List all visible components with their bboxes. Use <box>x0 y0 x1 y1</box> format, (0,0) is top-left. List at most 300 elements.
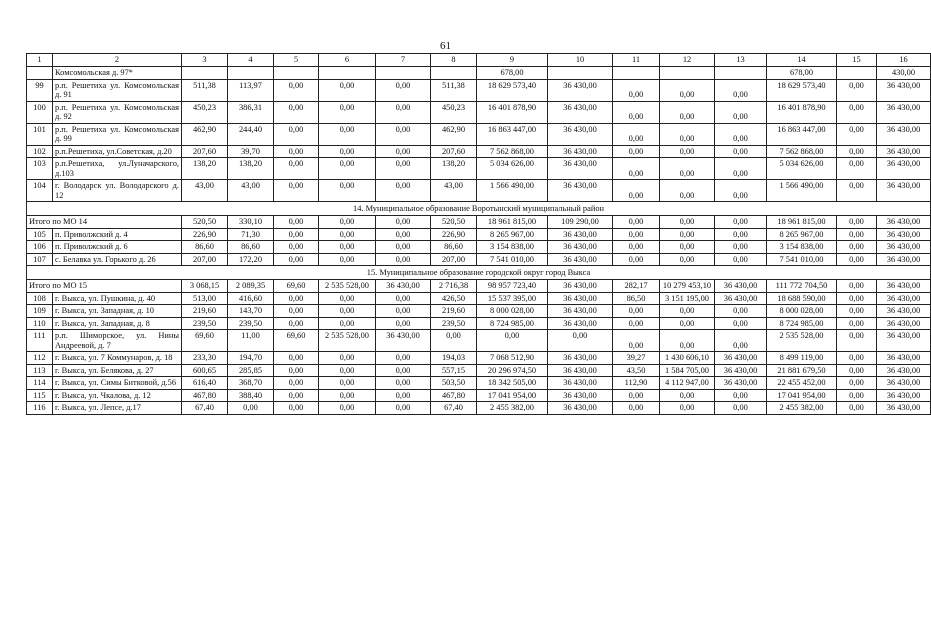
table-row <box>27 180 931 202</box>
value-cell: 0,00 <box>376 101 431 123</box>
row-number: 111 <box>27 330 53 352</box>
value-cell <box>228 67 274 80</box>
value-cell: 0,00 <box>319 101 376 123</box>
value-cell: 513,00 <box>182 292 228 305</box>
value-cell: 36 430,00 <box>877 101 931 123</box>
value-cell: 36 430,00 <box>548 364 613 377</box>
value-cell: 0,00 <box>376 253 431 266</box>
value-cell: 0,00 <box>837 317 877 330</box>
value-cell: 43,00 <box>182 180 228 202</box>
value-cell: 8 000 028,00 <box>477 305 548 318</box>
value-cell: 18 961 815,00 <box>477 216 548 229</box>
value-cell: 36 430,00 <box>548 377 613 390</box>
value-cell: 0,00 <box>660 241 715 254</box>
address-cell: р.п.Решетиха, ул.Луначарского, д.103 <box>53 158 182 180</box>
value-cell: 388,40 <box>228 389 274 402</box>
value-cell: 0,00 <box>837 280 877 293</box>
value-cell: 36 430,00 <box>877 123 931 145</box>
value-cell: 36 430,00 <box>548 145 613 158</box>
value-cell: 0,00 <box>715 241 767 254</box>
value-cell: 18 688 590,00 <box>767 292 837 305</box>
value-cell: 2 535 528,00 <box>319 280 376 293</box>
row-number: 113 <box>27 364 53 377</box>
value-cell <box>613 67 660 80</box>
value-cell: 426,50 <box>431 292 477 305</box>
row-number: 103 <box>27 158 53 180</box>
value-cell: 0,00 <box>613 317 660 330</box>
value-cell: 0,00 <box>613 253 660 266</box>
value-cell: 138,20 <box>228 158 274 180</box>
value-cell: 8 265 967,00 <box>767 228 837 241</box>
value-cell: 467,80 <box>182 389 228 402</box>
value-cell: 18 342 505,00 <box>477 377 548 390</box>
value-cell: 0,00 <box>319 158 376 180</box>
value-cell: 7 562 868,00 <box>767 145 837 158</box>
value-cell: 0,00 <box>715 389 767 402</box>
value-cell: 219,60 <box>182 305 228 318</box>
value-cell: 0,00 <box>837 305 877 318</box>
value-cell: 36 430,00 <box>877 402 931 415</box>
value-cell: 0,00 <box>715 317 767 330</box>
value-cell: 15 537 395,00 <box>477 292 548 305</box>
value-cell: 0,00 <box>837 123 877 145</box>
column-number: 4 <box>228 54 274 67</box>
table-row <box>27 79 931 101</box>
value-cell: 10 279 453,10 <box>660 280 715 293</box>
value-cell: 678,00 <box>767 67 837 80</box>
value-cell: 285,85 <box>228 364 274 377</box>
value-cell: 0,00 <box>660 305 715 318</box>
value-cell: 2 535 528,00 <box>319 330 376 352</box>
address-cell: г. Выкса, ул. Белякова, д. 27 <box>53 364 182 377</box>
value-cell: 0,00 <box>376 305 431 318</box>
value-cell: 233,30 <box>182 352 228 365</box>
value-cell: 282,17 <box>613 280 660 293</box>
value-cell: 0,00 <box>319 352 376 365</box>
value-cell: 226,90 <box>182 228 228 241</box>
value-cell: 0,00 <box>660 389 715 402</box>
value-cell: 0,00 <box>319 305 376 318</box>
address-cell: Комсомольская д. 97* <box>53 67 182 80</box>
value-cell: 36 430,00 <box>548 241 613 254</box>
value-cell: 0,00 <box>319 402 376 415</box>
value-cell: 3 154 838,00 <box>767 241 837 254</box>
value-cell: 4 112 947,00 <box>660 377 715 390</box>
value-cell: 172,20 <box>228 253 274 266</box>
value-cell: 36 430,00 <box>877 228 931 241</box>
value-cell: 0,00 <box>274 145 319 158</box>
value-cell: 0,00 <box>613 123 660 145</box>
value-cell: 36 430,00 <box>548 305 613 318</box>
value-cell <box>376 67 431 80</box>
value-cell: 0,00 <box>837 364 877 377</box>
value-cell: 0,00 <box>715 123 767 145</box>
value-cell: 36 430,00 <box>548 228 613 241</box>
value-cell: 0,00 <box>613 180 660 202</box>
value-cell: 0,00 <box>837 352 877 365</box>
value-cell: 8 265 967,00 <box>477 228 548 241</box>
value-cell: 2 089,35 <box>228 280 274 293</box>
value-cell: 226,90 <box>431 228 477 241</box>
value-cell: 0,00 <box>660 216 715 229</box>
value-cell: 2 535 528,00 <box>767 330 837 352</box>
value-cell: 0,00 <box>274 377 319 390</box>
value-cell: 36 430,00 <box>877 253 931 266</box>
value-cell: 36 430,00 <box>877 317 931 330</box>
table-row <box>27 253 931 266</box>
row-number: 101 <box>27 123 53 145</box>
value-cell: 0,00 <box>715 158 767 180</box>
value-cell: 71,30 <box>228 228 274 241</box>
value-cell: 36 430,00 <box>548 280 613 293</box>
value-cell: 0,00 <box>319 228 376 241</box>
value-cell: 20 296 974,50 <box>477 364 548 377</box>
row-number <box>27 67 53 80</box>
value-cell: 0,00 <box>715 101 767 123</box>
value-cell: 0,00 <box>837 158 877 180</box>
address-cell: г. Выкса, ул. Западная, д. 10 <box>53 305 182 318</box>
total-row <box>27 216 931 229</box>
value-cell: 0,00 <box>319 389 376 402</box>
column-number: 8 <box>431 54 477 67</box>
address-cell: г. Выкса, ул. Чкалова, д. 12 <box>53 389 182 402</box>
address-cell: г. Выкса, ул. 7 Коммунаров, д. 18 <box>53 352 182 365</box>
total-row <box>27 280 931 293</box>
value-cell: 0,00 <box>715 216 767 229</box>
column-number: 6 <box>319 54 376 67</box>
value-cell: 600,65 <box>182 364 228 377</box>
value-cell: 36 430,00 <box>877 330 931 352</box>
value-cell: 0,00 <box>319 79 376 101</box>
value-cell: 0,00 <box>613 241 660 254</box>
value-cell: 36 430,00 <box>715 292 767 305</box>
total-label: Итого по МО 14 <box>27 216 182 229</box>
value-cell: 0,00 <box>837 228 877 241</box>
row-number: 102 <box>27 145 53 158</box>
table-row <box>27 228 931 241</box>
value-cell: 36 430,00 <box>877 241 931 254</box>
value-cell: 0,00 <box>376 241 431 254</box>
value-cell: 112,90 <box>613 377 660 390</box>
value-cell: 36 430,00 <box>715 377 767 390</box>
value-cell: 0,00 <box>715 180 767 202</box>
value-cell: 0,00 <box>660 228 715 241</box>
value-cell: 0,00 <box>376 377 431 390</box>
value-cell: 0,00 <box>613 158 660 180</box>
value-cell: 43,50 <box>613 364 660 377</box>
address-cell: г. Выкса, ул. Лепсе, д.17 <box>53 402 182 415</box>
value-cell: 5 034 626,00 <box>477 158 548 180</box>
value-cell: 0,00 <box>376 123 431 145</box>
value-cell: 36 430,00 <box>877 377 931 390</box>
value-cell <box>715 67 767 80</box>
table-row <box>27 123 931 145</box>
value-cell: 0,00 <box>660 101 715 123</box>
row-number: 100 <box>27 101 53 123</box>
value-cell: 0,00 <box>837 292 877 305</box>
table-row <box>27 402 931 415</box>
value-cell: 467,80 <box>431 389 477 402</box>
row-number: 110 <box>27 317 53 330</box>
value-cell: 36 430,00 <box>877 352 931 365</box>
value-cell: 43,00 <box>431 180 477 202</box>
value-cell: 36 430,00 <box>877 364 931 377</box>
value-cell: 0,00 <box>660 253 715 266</box>
value-cell: 194,70 <box>228 352 274 365</box>
value-cell: 21 881 679,50 <box>767 364 837 377</box>
value-cell: 450,23 <box>182 101 228 123</box>
value-cell: 17 041 954,00 <box>477 389 548 402</box>
value-cell: 0,00 <box>376 364 431 377</box>
table-row <box>27 158 931 180</box>
value-cell: 5 034 626,00 <box>767 158 837 180</box>
value-cell: 8 724 985,00 <box>477 317 548 330</box>
column-number: 11 <box>613 54 660 67</box>
value-cell: 0,00 <box>274 305 319 318</box>
table-row <box>27 330 931 352</box>
value-cell: 98 957 723,40 <box>477 280 548 293</box>
value-cell <box>274 67 319 80</box>
address-cell: р.п. Решетиха ул. Комсомольская д. 91 <box>53 79 182 101</box>
value-cell: 0,00 <box>376 145 431 158</box>
value-cell: 0,00 <box>660 317 715 330</box>
table-row <box>27 305 931 318</box>
address-cell: г. Выкса, ул. Западная, д. 8 <box>53 317 182 330</box>
section-heading-row <box>27 202 931 216</box>
value-cell: 0,00 <box>319 317 376 330</box>
value-cell: 36 430,00 <box>877 389 931 402</box>
value-cell: 36 430,00 <box>548 292 613 305</box>
value-cell: 3 151 195,00 <box>660 292 715 305</box>
value-cell: 36 430,00 <box>548 180 613 202</box>
page-number: 61 <box>440 40 451 52</box>
value-cell <box>660 67 715 80</box>
value-cell: 18 629 573,40 <box>767 79 837 101</box>
value-cell: 0,00 <box>376 352 431 365</box>
value-cell: 18 961 815,00 <box>767 216 837 229</box>
value-cell: 36 430,00 <box>376 280 431 293</box>
address-cell: п. Приволжский д. 4 <box>53 228 182 241</box>
column-number: 12 <box>660 54 715 67</box>
value-cell: 0,00 <box>376 228 431 241</box>
table-row <box>27 364 931 377</box>
value-cell: 16 863 447,00 <box>767 123 837 145</box>
value-cell: 557,15 <box>431 364 477 377</box>
value-cell: 0,00 <box>715 330 767 352</box>
value-cell: 0,00 <box>715 228 767 241</box>
column-number: 1 <box>27 54 53 67</box>
value-cell: 36 430,00 <box>548 253 613 266</box>
value-cell: 0,00 <box>319 180 376 202</box>
section-heading: 15. Муниципальное образование городской округ город Выкса <box>27 266 931 280</box>
value-cell: 36 430,00 <box>376 330 431 352</box>
value-cell: 0,00 <box>477 330 548 352</box>
value-cell <box>837 67 877 80</box>
value-cell: 86,60 <box>431 241 477 254</box>
value-cell: 36 430,00 <box>548 389 613 402</box>
value-cell: 0,00 <box>319 241 376 254</box>
value-cell: 0,00 <box>837 145 877 158</box>
value-cell: 69,60 <box>182 330 228 352</box>
address-cell: р.п. Решетиха ул. Комсомольская д. 99 <box>53 123 182 145</box>
column-number: 15 <box>837 54 877 67</box>
value-cell: 0,00 <box>376 292 431 305</box>
table-body <box>27 54 931 415</box>
value-cell: 36 430,00 <box>877 216 931 229</box>
value-cell: 0,00 <box>376 216 431 229</box>
value-cell: 143,70 <box>228 305 274 318</box>
value-cell: 36 430,00 <box>548 352 613 365</box>
value-cell: 111 772 704,50 <box>767 280 837 293</box>
value-cell: 1 566 490,00 <box>477 180 548 202</box>
value-cell: 16 863 447,00 <box>477 123 548 145</box>
section-heading-row <box>27 266 931 280</box>
value-cell: 36 430,00 <box>548 123 613 145</box>
value-cell <box>319 67 376 80</box>
value-cell: 0,00 <box>613 216 660 229</box>
table-row <box>27 241 931 254</box>
value-cell: 36 430,00 <box>877 280 931 293</box>
value-cell: 109 290,00 <box>548 216 613 229</box>
value-cell: 0,00 <box>274 79 319 101</box>
value-cell: 36 430,00 <box>548 402 613 415</box>
table-row <box>27 67 931 80</box>
value-cell: 113,97 <box>228 79 274 101</box>
value-cell: 2 716,38 <box>431 280 477 293</box>
table-row <box>27 389 931 402</box>
value-cell: 0,00 <box>613 402 660 415</box>
table-row <box>27 352 931 365</box>
value-cell: 0,00 <box>431 330 477 352</box>
value-cell: 18 629 573,40 <box>477 79 548 101</box>
section-heading: 14. Муниципальное образование Воротынский муниципальный район <box>27 202 931 216</box>
value-cell: 36 430,00 <box>877 158 931 180</box>
value-cell: 0,00 <box>660 330 715 352</box>
row-number: 115 <box>27 389 53 402</box>
value-cell: 7 068 512,90 <box>477 352 548 365</box>
column-number: 9 <box>477 54 548 67</box>
table-row <box>27 101 931 123</box>
value-cell: 0,00 <box>837 253 877 266</box>
value-cell <box>548 67 613 80</box>
value-cell: 386,31 <box>228 101 274 123</box>
value-cell: 7 562 868,00 <box>477 145 548 158</box>
column-number: 14 <box>767 54 837 67</box>
value-cell: 0,00 <box>613 305 660 318</box>
column-number: 16 <box>877 54 931 67</box>
value-cell: 36 430,00 <box>877 145 931 158</box>
value-cell: 0,00 <box>319 145 376 158</box>
value-cell: 86,60 <box>228 241 274 254</box>
value-cell: 0,00 <box>837 180 877 202</box>
value-cell: 330,10 <box>228 216 274 229</box>
value-cell: 0,00 <box>660 180 715 202</box>
value-cell: 0,00 <box>613 389 660 402</box>
value-cell: 0,00 <box>274 241 319 254</box>
value-cell: 0,00 <box>660 402 715 415</box>
row-number: 105 <box>27 228 53 241</box>
value-cell: 0,00 <box>613 228 660 241</box>
value-cell: 0,00 <box>319 292 376 305</box>
value-cell: 36 430,00 <box>715 352 767 365</box>
value-cell <box>431 67 477 80</box>
value-cell: 0,00 <box>376 389 431 402</box>
value-cell: 86,50 <box>613 292 660 305</box>
value-cell: 36 430,00 <box>715 280 767 293</box>
table-row <box>27 317 931 330</box>
value-cell: 430,00 <box>877 67 931 80</box>
value-cell: 0,00 <box>715 305 767 318</box>
value-cell <box>182 67 228 80</box>
value-cell: 36 430,00 <box>877 180 931 202</box>
value-cell: 0,00 <box>319 364 376 377</box>
value-cell: 0,00 <box>274 292 319 305</box>
address-cell: г. Выкса, ул. Пушкина, д. 40 <box>53 292 182 305</box>
value-cell: 16 401 878,90 <box>767 101 837 123</box>
value-cell: 0,00 <box>274 123 319 145</box>
value-cell: 11,00 <box>228 330 274 352</box>
value-cell: 239,50 <box>182 317 228 330</box>
row-number: 106 <box>27 241 53 254</box>
value-cell: 1 566 490,00 <box>767 180 837 202</box>
table-row <box>27 145 931 158</box>
value-cell: 678,00 <box>477 67 548 80</box>
value-cell: 2 455 382,00 <box>767 402 837 415</box>
value-cell: 0,00 <box>837 241 877 254</box>
total-label: Итого по МО 15 <box>27 280 182 293</box>
value-cell: 219,60 <box>431 305 477 318</box>
value-cell: 0,00 <box>660 145 715 158</box>
value-cell: 194,03 <box>431 352 477 365</box>
value-cell: 36 430,00 <box>877 79 931 101</box>
address-cell: р.п. Решетиха ул. Комсомольская д. 92 <box>53 101 182 123</box>
value-cell: 36 430,00 <box>715 364 767 377</box>
value-cell: 39,27 <box>613 352 660 365</box>
value-cell: 450,23 <box>431 101 477 123</box>
column-number-header <box>27 54 931 67</box>
value-cell: 67,40 <box>431 402 477 415</box>
address-cell: г. Володарск ул. Володарского д. 12 <box>53 180 182 202</box>
value-cell: 36 430,00 <box>548 79 613 101</box>
value-cell: 0,00 <box>274 317 319 330</box>
value-cell: 0,00 <box>376 79 431 101</box>
value-cell: 36 430,00 <box>548 101 613 123</box>
value-cell: 0,00 <box>715 145 767 158</box>
value-cell: 503,50 <box>431 377 477 390</box>
value-cell: 0,00 <box>613 145 660 158</box>
column-number: 3 <box>182 54 228 67</box>
value-cell: 0,00 <box>660 158 715 180</box>
value-cell: 43,00 <box>228 180 274 202</box>
value-cell: 69,60 <box>274 280 319 293</box>
value-cell: 0,00 <box>613 101 660 123</box>
value-cell: 0,00 <box>319 123 376 145</box>
value-cell: 416,60 <box>228 292 274 305</box>
value-cell: 0,00 <box>274 180 319 202</box>
value-cell: 0,00 <box>274 364 319 377</box>
value-cell: 16 401 878,90 <box>477 101 548 123</box>
value-cell: 7 541 010,00 <box>767 253 837 266</box>
value-cell: 511,38 <box>431 79 477 101</box>
value-cell: 0,00 <box>274 158 319 180</box>
value-cell: 239,50 <box>431 317 477 330</box>
value-cell: 1 430 606,10 <box>660 352 715 365</box>
value-cell: 0,00 <box>376 180 431 202</box>
address-cell: г. Выкса, ул. Симы Битковой, д.56 <box>53 377 182 390</box>
value-cell: 0,00 <box>613 79 660 101</box>
value-cell: 0,00 <box>228 402 274 415</box>
value-cell: 239,50 <box>228 317 274 330</box>
